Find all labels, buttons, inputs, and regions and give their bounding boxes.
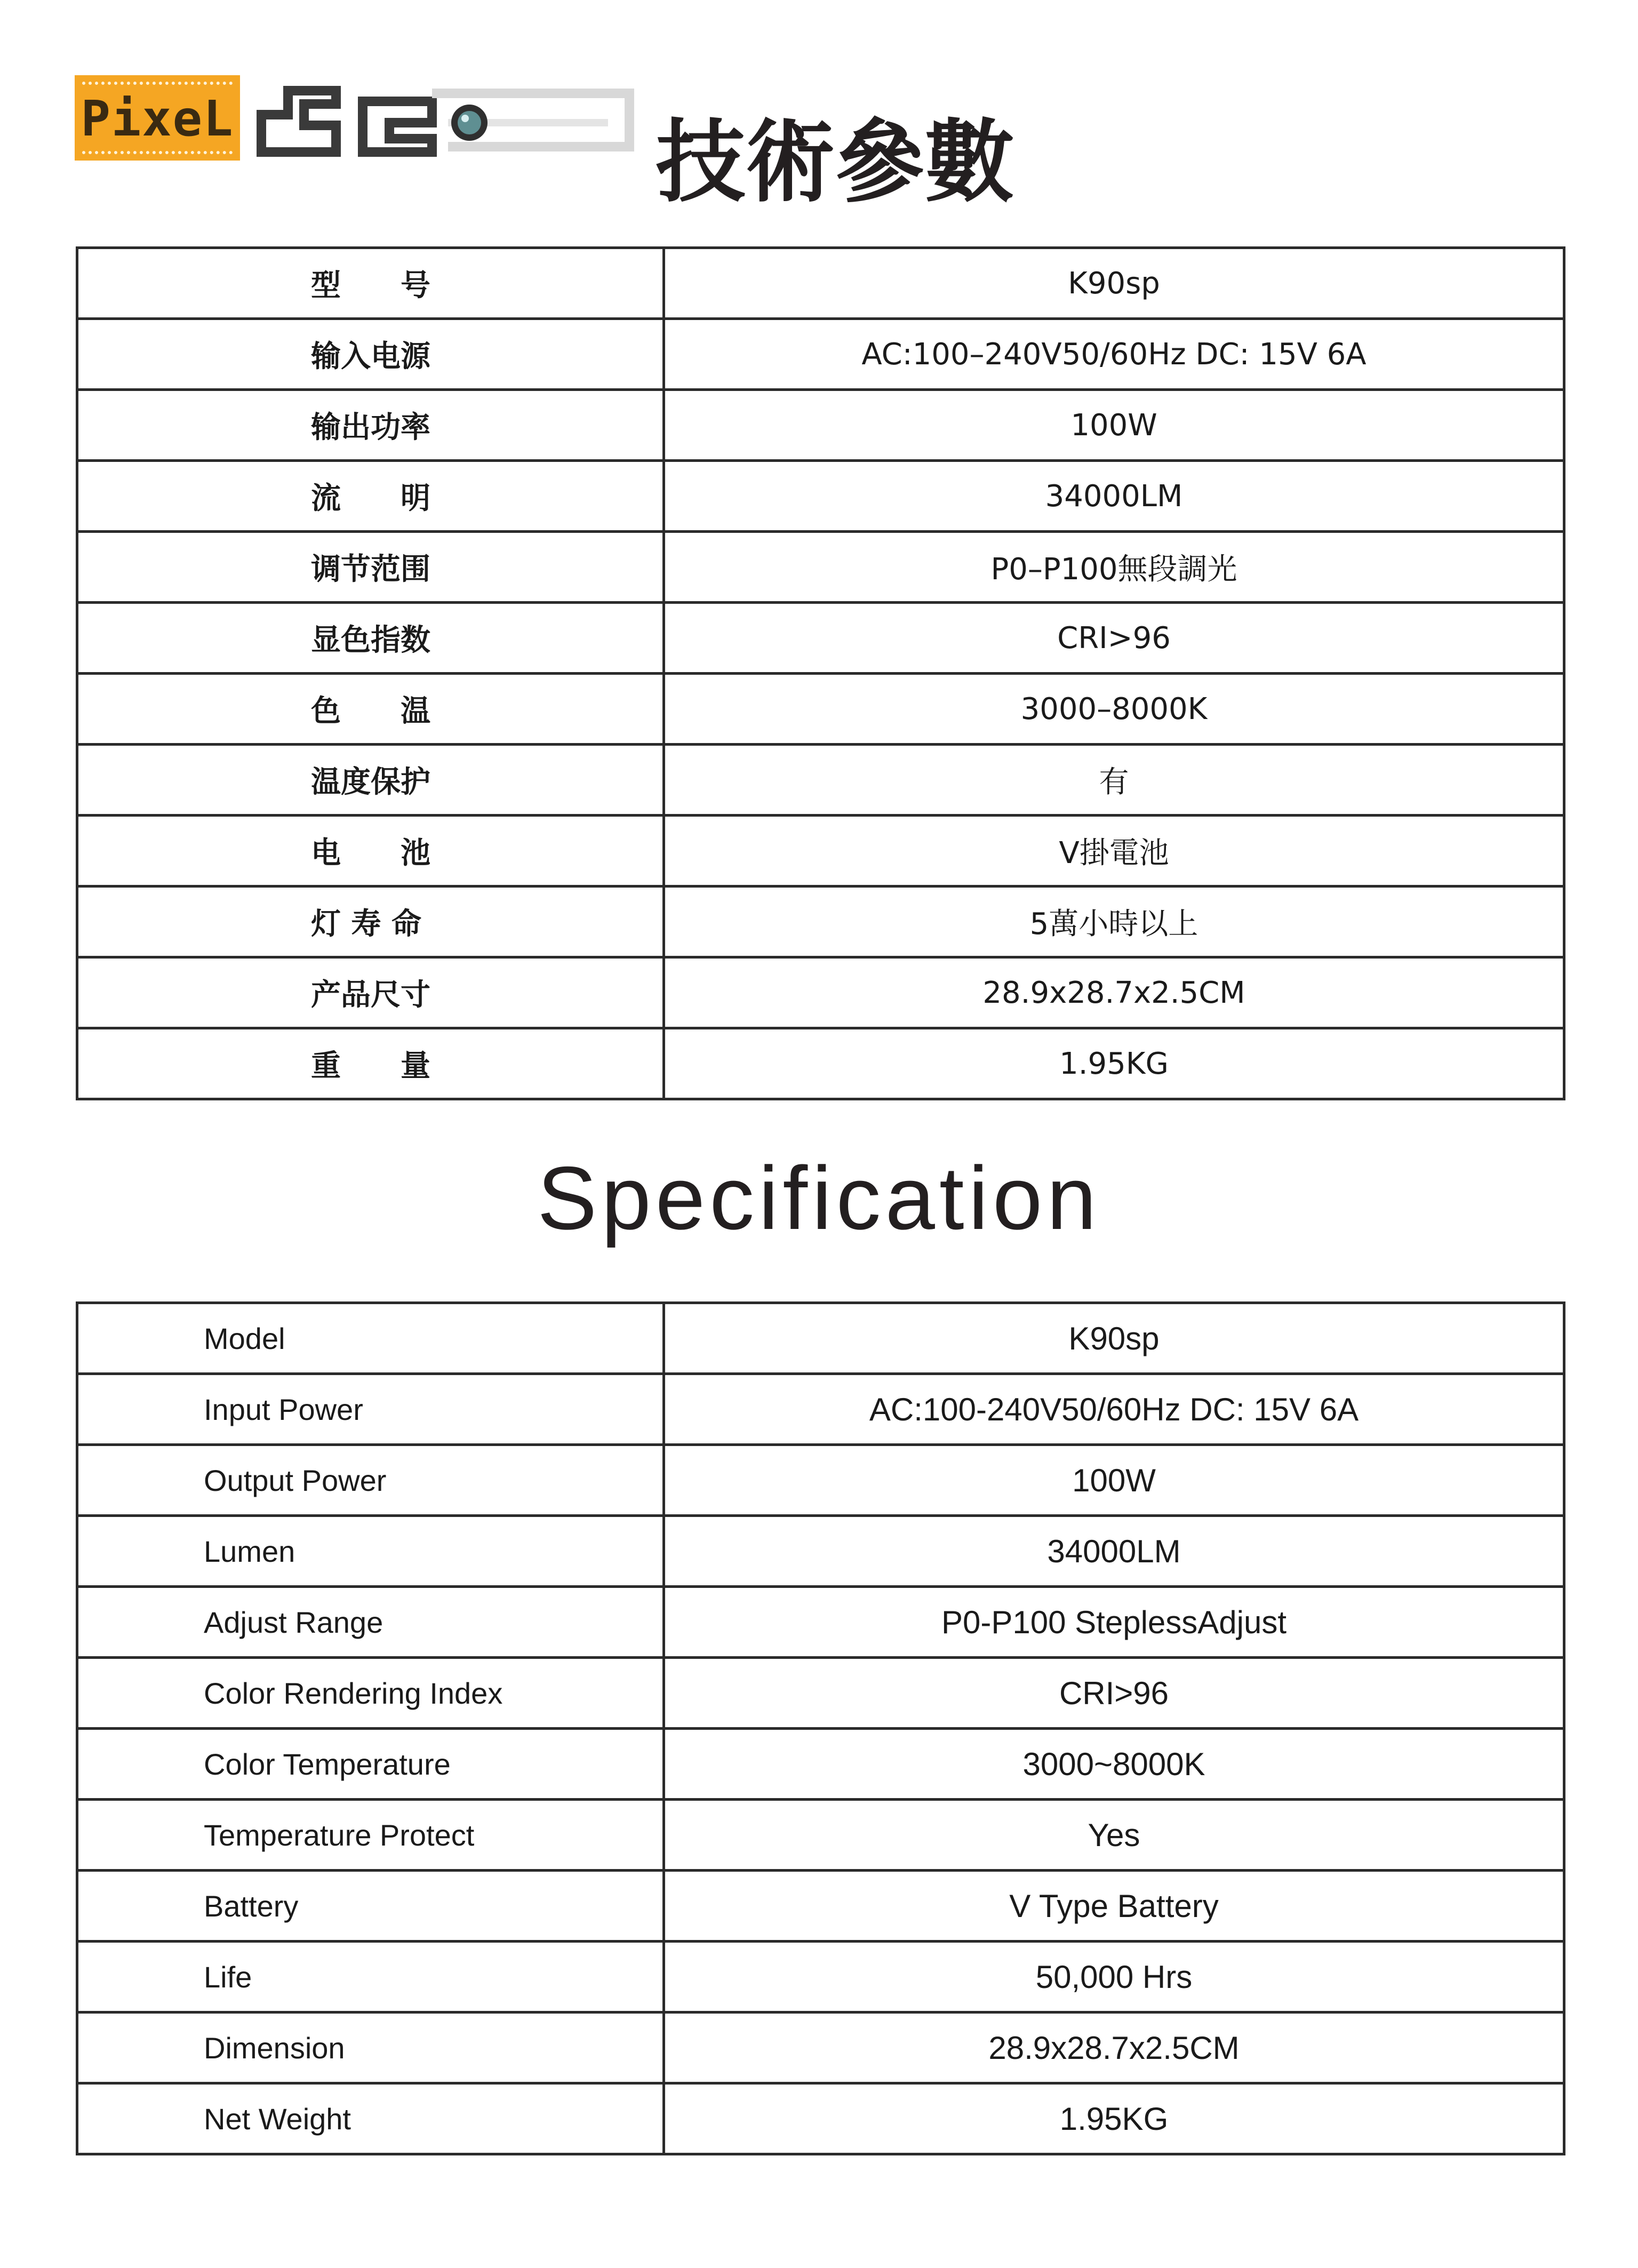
row-value: 28.9x28.7x2.5CM <box>664 957 1564 1028</box>
row-label: Life <box>77 1942 664 2013</box>
row-label: 色 温 <box>77 674 664 745</box>
row-value: Yes <box>664 1800 1564 1871</box>
table-row <box>77 319 1564 390</box>
row-label: 灯 寿 命 <box>77 887 664 957</box>
row-label: Color Rendering Index <box>77 1658 664 1729</box>
row-value: 100W <box>664 390 1564 461</box>
row-value: K90sp <box>664 1303 1564 1374</box>
table-row <box>77 1445 1564 1516</box>
row-value: AC:100-240V50/60Hz DC: 15V 6A <box>664 1374 1564 1445</box>
table-row <box>77 1800 1564 1871</box>
row-label: 输入电源 <box>77 319 664 390</box>
table-row <box>77 1871 1564 1942</box>
table-row <box>77 1658 1564 1729</box>
row-label: 显色指数 <box>77 603 664 674</box>
row-label: Battery <box>77 1871 664 1942</box>
row-label: 调节范围 <box>77 532 664 603</box>
row-label: Dimension <box>77 2013 664 2083</box>
row-label: 产品尺寸 <box>77 957 664 1028</box>
table-row <box>77 887 1564 957</box>
row-value: 3000~8000K <box>664 1729 1564 1800</box>
row-value: P0-P100 SteplessAdjust <box>664 1587 1564 1658</box>
row-label: Output Power <box>77 1445 664 1516</box>
row-value: 1.95KG <box>664 2083 1564 2154</box>
row-value: 3000–8000K <box>664 674 1564 745</box>
row-value: CRI>96 <box>664 603 1564 674</box>
row-label: 电 池 <box>77 816 664 887</box>
row-value: 34000LM <box>664 1516 1564 1587</box>
table-row <box>77 2013 1564 2083</box>
table-row <box>77 1587 1564 1658</box>
table-row <box>77 461 1564 532</box>
table-row <box>77 1374 1564 1445</box>
table-row <box>77 532 1564 603</box>
table-row <box>77 1303 1564 1374</box>
page-title-en: Specification <box>537 1148 1101 1248</box>
table-row <box>77 603 1564 674</box>
row-value: 28.9x28.7x2.5CM <box>664 2013 1564 2083</box>
row-label: 重 量 <box>77 1028 664 1099</box>
row-label: 温度保护 <box>77 745 664 816</box>
row-value: AC:100–240V50/60Hz DC: 15V 6A <box>664 319 1564 390</box>
row-value: 有 <box>664 745 1564 816</box>
table-row <box>77 745 1564 816</box>
row-label: 流 明 <box>77 461 664 532</box>
row-value: K90sp <box>664 248 1564 319</box>
table-row <box>77 674 1564 745</box>
spec-table-en <box>76 1301 1565 2155</box>
row-label: Temperature Protect <box>77 1800 664 1871</box>
row-label: 型 号 <box>77 248 664 319</box>
row-value: CRI>96 <box>664 1658 1564 1729</box>
table-row <box>77 1028 1564 1099</box>
row-label: Net Weight <box>77 2083 664 2154</box>
table-row <box>77 1942 1564 2013</box>
row-value: P0–P100無段調光 <box>664 532 1564 603</box>
table-row <box>77 1516 1564 1587</box>
table-row <box>77 248 1564 319</box>
row-label: Model <box>77 1303 664 1374</box>
row-value: V Type Battery <box>664 1871 1564 1942</box>
row-value: V掛電池 <box>664 816 1564 887</box>
table-row <box>77 957 1564 1028</box>
row-value: 100W <box>664 1445 1564 1516</box>
row-label: Input Power <box>77 1374 664 1445</box>
table-row <box>77 816 1564 887</box>
table-row <box>77 1729 1564 1800</box>
table-row <box>77 390 1564 461</box>
row-value: 50,000 Hrs <box>664 1942 1564 2013</box>
row-value: 34000LM <box>664 461 1564 532</box>
row-label: Adjust Range <box>77 1587 664 1658</box>
logo-text: PixeL <box>81 90 234 147</box>
row-label: 输出功率 <box>77 390 664 461</box>
row-label: Lumen <box>77 1516 664 1587</box>
table-row <box>77 2083 1564 2154</box>
row-label: Color Temperature <box>77 1729 664 1800</box>
row-value: 1.95KG <box>664 1028 1564 1099</box>
row-value: 5萬小時以上 <box>664 887 1564 957</box>
page-title-cn: 技術參數 <box>656 110 1014 214</box>
spec-table-cn <box>76 246 1565 1100</box>
